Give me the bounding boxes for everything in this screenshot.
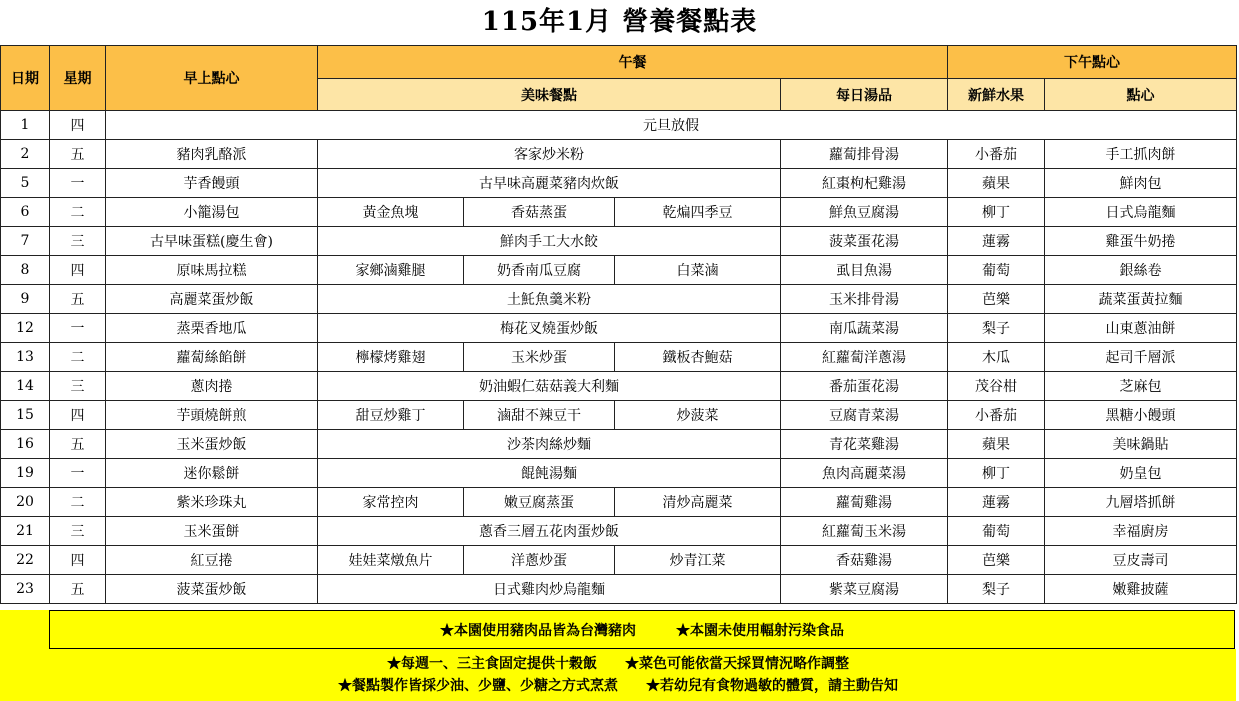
cell-fresh-fruit: 蓮霧 <box>948 227 1045 256</box>
cell-weekday: 一 <box>50 169 106 198</box>
table-row <box>1 401 1237 430</box>
cell-daily-soup: 紫菜豆腐湯 <box>781 575 948 604</box>
cell-fresh-fruit: 芭樂 <box>948 285 1045 314</box>
cell-main-dish: 奶油蝦仁菇菇義大利麵 <box>318 372 781 401</box>
cell-daily-soup: 紅蘿蔔洋蔥湯 <box>781 343 948 372</box>
cell-date: 12 <box>1 314 50 343</box>
cell-main-dish: 洋蔥炒蛋 <box>464 546 615 575</box>
cell-main-dish: 黃金魚塊 <box>318 198 464 227</box>
cell-main-dish: 嫩豆腐蒸蛋 <box>464 488 615 517</box>
cell-morning-snack: 玉米蛋餅 <box>106 517 318 546</box>
table-row <box>1 546 1237 575</box>
header-fresh-fruit: 新鮮水果 <box>948 79 1045 111</box>
cell-morning-snack: 芋頭燒餅煎 <box>106 401 318 430</box>
cell-morning-snack: 芋香饅頭 <box>106 169 318 198</box>
cell-morning-snack: 紅豆捲 <box>106 546 318 575</box>
table-row <box>1 198 1237 227</box>
cell-snack: 幸福廚房 <box>1045 517 1237 546</box>
cell-main-dish: 古早味高麗菜豬肉炊飯 <box>318 169 781 198</box>
cell-daily-soup: 菠菜蛋花湯 <box>781 227 948 256</box>
table-row <box>1 372 1237 401</box>
table-row <box>1 314 1237 343</box>
cell-main-dish: 梅花叉燒蛋炒飯 <box>318 314 781 343</box>
notice-banner <box>49 610 1235 649</box>
page-title: 115年1月 營養餐點表 <box>481 7 758 37</box>
cell-main-dish: 客家炒米粉 <box>318 140 781 169</box>
cell-date: 2 <box>1 140 50 169</box>
cell-daily-soup: 鮮魚豆腐湯 <box>781 198 948 227</box>
cell-weekday: 一 <box>50 314 106 343</box>
cell-weekday: 五 <box>50 575 106 604</box>
cell-fresh-fruit: 茂谷柑 <box>948 372 1045 401</box>
cell-daily-soup: 虱目魚湯 <box>781 256 948 285</box>
cell-fresh-fruit: 梨子 <box>948 575 1045 604</box>
cell-fresh-fruit: 柳丁 <box>948 459 1045 488</box>
table-row <box>1 256 1237 285</box>
cell-weekday: 二 <box>50 488 106 517</box>
cell-main-dish: 白菜滷 <box>615 256 781 285</box>
footer-line-2 <box>324 675 912 697</box>
cell-date: 7 <box>1 227 50 256</box>
cell-weekday: 二 <box>50 343 106 372</box>
cell-morning-snack: 古早味蛋糕(慶生會) <box>106 227 318 256</box>
cell-fresh-fruit: 蘋果 <box>948 169 1045 198</box>
cell-weekday: 一 <box>50 459 106 488</box>
cell-date: 19 <box>1 459 50 488</box>
footer-notes <box>0 649 1236 701</box>
table-row <box>1 517 1237 546</box>
notice-pork: ★本園使用豬肉品皆為台灣豬肉 <box>440 622 636 639</box>
cell-morning-snack: 菠菜蛋炒飯 <box>106 575 318 604</box>
header-weekday: 星期 <box>50 46 106 111</box>
cell-main-dish: 炒菠菜 <box>615 401 781 430</box>
notice-left-fill <box>0 610 49 649</box>
cell-fresh-fruit: 木瓜 <box>948 343 1045 372</box>
table-row <box>1 227 1237 256</box>
cell-morning-snack: 紫米珍珠丸 <box>106 488 318 517</box>
cell-snack: 豆皮壽司 <box>1045 546 1237 575</box>
cell-main-dish: 家鄉滷雞腿 <box>318 256 464 285</box>
table-row <box>1 169 1237 198</box>
cell-date: 16 <box>1 430 50 459</box>
cell-snack: 日式烏龍麵 <box>1045 198 1237 227</box>
cell-main-dish: 檸檬烤雞翅 <box>318 343 464 372</box>
menu-table <box>0 45 1237 604</box>
cell-date: 20 <box>1 488 50 517</box>
cell-snack: 奶皇包 <box>1045 459 1237 488</box>
footer-line-1 <box>373 653 863 675</box>
cell-weekday: 五 <box>50 430 106 459</box>
cell-date: 15 <box>1 401 50 430</box>
cell-morning-snack: 蘿蔔絲餡餅 <box>106 343 318 372</box>
cell-weekday: 三 <box>50 372 106 401</box>
table-row <box>1 430 1237 459</box>
cell-snack: 銀絲卷 <box>1045 256 1237 285</box>
cell-fresh-fruit: 小番茄 <box>948 140 1045 169</box>
cell-date: 9 <box>1 285 50 314</box>
cell-date: 6 <box>1 198 50 227</box>
menu-body <box>1 111 1237 604</box>
cell-morning-snack: 高麗菜蛋炒飯 <box>106 285 318 314</box>
cell-snack: 美味鍋貼 <box>1045 430 1237 459</box>
cell-daily-soup: 蘿蔔排骨湯 <box>781 140 948 169</box>
table-row <box>1 285 1237 314</box>
cell-weekday: 四 <box>50 401 106 430</box>
cell-date: 22 <box>1 546 50 575</box>
cell-fresh-fruit: 梨子 <box>948 314 1045 343</box>
cell-date: 23 <box>1 575 50 604</box>
cell-date: 21 <box>1 517 50 546</box>
cell-main-dish: 鮮肉手工大水餃 <box>318 227 781 256</box>
cell-daily-soup: 紅棗枸杞雞湯 <box>781 169 948 198</box>
cell-morning-snack: 玉米蛋炒飯 <box>106 430 318 459</box>
cell-daily-soup: 南瓜蔬菜湯 <box>781 314 948 343</box>
cell-date: 14 <box>1 372 50 401</box>
cell-main-dish: 香菇蒸蛋 <box>464 198 615 227</box>
cell-main-dish: 奶香南瓜豆腐 <box>464 256 615 285</box>
cell-morning-snack: 豬肉乳酪派 <box>106 140 318 169</box>
table-row <box>1 140 1237 169</box>
header-lunch: 午餐 <box>318 46 948 79</box>
cell-weekday: 三 <box>50 227 106 256</box>
cell-snack: 雞蛋牛奶捲 <box>1045 227 1237 256</box>
cell-main-dish: 日式雞肉炒烏龍麵 <box>318 575 781 604</box>
cell-morning-snack: 蔥肉捲 <box>106 372 318 401</box>
cell-daily-soup: 番茄蛋花湯 <box>781 372 948 401</box>
cell-fresh-fruit: 葡萄 <box>948 256 1045 285</box>
cell-weekday: 二 <box>50 198 106 227</box>
table-row <box>1 575 1237 604</box>
cell-fresh-fruit: 小番茄 <box>948 401 1045 430</box>
cell-fresh-fruit: 柳丁 <box>948 198 1045 227</box>
cell-daily-soup: 紅蘿蔔玉米湯 <box>781 517 948 546</box>
cell-date: 8 <box>1 256 50 285</box>
header-afternoon-snack: 下午點心 <box>948 46 1237 79</box>
cell-morning-snack: 原味馬拉糕 <box>106 256 318 285</box>
header-daily-soup: 每日湯品 <box>781 79 948 111</box>
table-row <box>1 111 1237 140</box>
cell-snack: 山東蔥油餅 <box>1045 314 1237 343</box>
cell-weekday: 五 <box>50 140 106 169</box>
cell-snack: 嫩雞披薩 <box>1045 575 1237 604</box>
cell-main-dish: 甜豆炒雞丁 <box>318 401 464 430</box>
cell-daily-soup: 蘿蔔雞湯 <box>781 488 948 517</box>
cell-fresh-fruit: 蘋果 <box>948 430 1045 459</box>
cell-fresh-fruit: 葡萄 <box>948 517 1045 546</box>
cell-main-dish: 家常控肉 <box>318 488 464 517</box>
cell-main-dish: 沙茶肉絲炒麵 <box>318 430 781 459</box>
table-row <box>1 488 1237 517</box>
cell-snack: 九層塔抓餅 <box>1045 488 1237 517</box>
cell-main-dish: 土魠魚羹米粉 <box>318 285 781 314</box>
cell-main-dish: 清炒高麗菜 <box>615 488 781 517</box>
cell-snack: 鮮肉包 <box>1045 169 1237 198</box>
cell-daily-soup: 玉米排骨湯 <box>781 285 948 314</box>
cell-snack: 蔬菜蛋黃拉麵 <box>1045 285 1237 314</box>
header-snack: 點心 <box>1045 79 1237 111</box>
header-main-dish: 美味餐點 <box>318 79 781 111</box>
cell-holiday: 元旦放假 <box>106 111 1237 140</box>
cell-main-dish: 娃娃菜燉魚片 <box>318 546 464 575</box>
cell-daily-soup: 香菇雞湯 <box>781 546 948 575</box>
footer-note-grain: ★每週一、三主食固定提供十穀飯 <box>387 656 597 672</box>
cell-daily-soup: 魚肉高麗菜湯 <box>781 459 948 488</box>
cell-snack: 黑糖小饅頭 <box>1045 401 1237 430</box>
table-row <box>1 343 1237 372</box>
cell-snack: 起司千層派 <box>1045 343 1237 372</box>
cell-morning-snack: 迷你鬆餅 <box>106 459 318 488</box>
cell-main-dish: 玉米炒蛋 <box>464 343 615 372</box>
cell-main-dish: 餛飩湯麵 <box>318 459 781 488</box>
cell-snack: 芝麻包 <box>1045 372 1237 401</box>
cell-weekday: 五 <box>50 285 106 314</box>
cell-weekday: 四 <box>50 111 106 140</box>
cell-snack: 手工抓肉餅 <box>1045 140 1237 169</box>
cell-main-dish: 蔥香三層五花肉蛋炒飯 <box>318 517 781 546</box>
cell-fresh-fruit: 蓮霧 <box>948 488 1045 517</box>
cell-daily-soup: 青花菜雞湯 <box>781 430 948 459</box>
cell-morning-snack: 小籠湯包 <box>106 198 318 227</box>
cell-morning-snack: 蒸栗香地瓜 <box>106 314 318 343</box>
cell-main-dish: 炒青江菜 <box>615 546 781 575</box>
footer-note-allergy: ★若幼兒有食物過敏的體質，請主動告知 <box>646 678 898 694</box>
cell-date: 1 <box>1 111 50 140</box>
cell-daily-soup: 豆腐青菜湯 <box>781 401 948 430</box>
cell-main-dish: 乾煸四季豆 <box>615 198 781 227</box>
cell-main-dish: 滷甜不辣豆干 <box>464 401 615 430</box>
cell-weekday: 三 <box>50 517 106 546</box>
header-morning-snack: 早上點心 <box>106 46 318 111</box>
cell-date: 13 <box>1 343 50 372</box>
cell-weekday: 四 <box>50 546 106 575</box>
cell-fresh-fruit: 芭樂 <box>948 546 1045 575</box>
cell-main-dish: 鐵板杏鮑菇 <box>615 343 781 372</box>
cell-date: 5 <box>1 169 50 198</box>
table-row <box>1 459 1237 488</box>
cell-weekday: 四 <box>50 256 106 285</box>
notice-radiation: ★本園未使用輻射污染食品 <box>676 622 844 639</box>
header-date: 日期 <box>1 46 50 111</box>
footer-note-healthy: ★餐點製作皆採少油、少鹽、少糖之方式烹煮 <box>338 678 618 694</box>
footer-note-adjust: ★菜色可能依當天採買情況略作調整 <box>625 656 849 672</box>
